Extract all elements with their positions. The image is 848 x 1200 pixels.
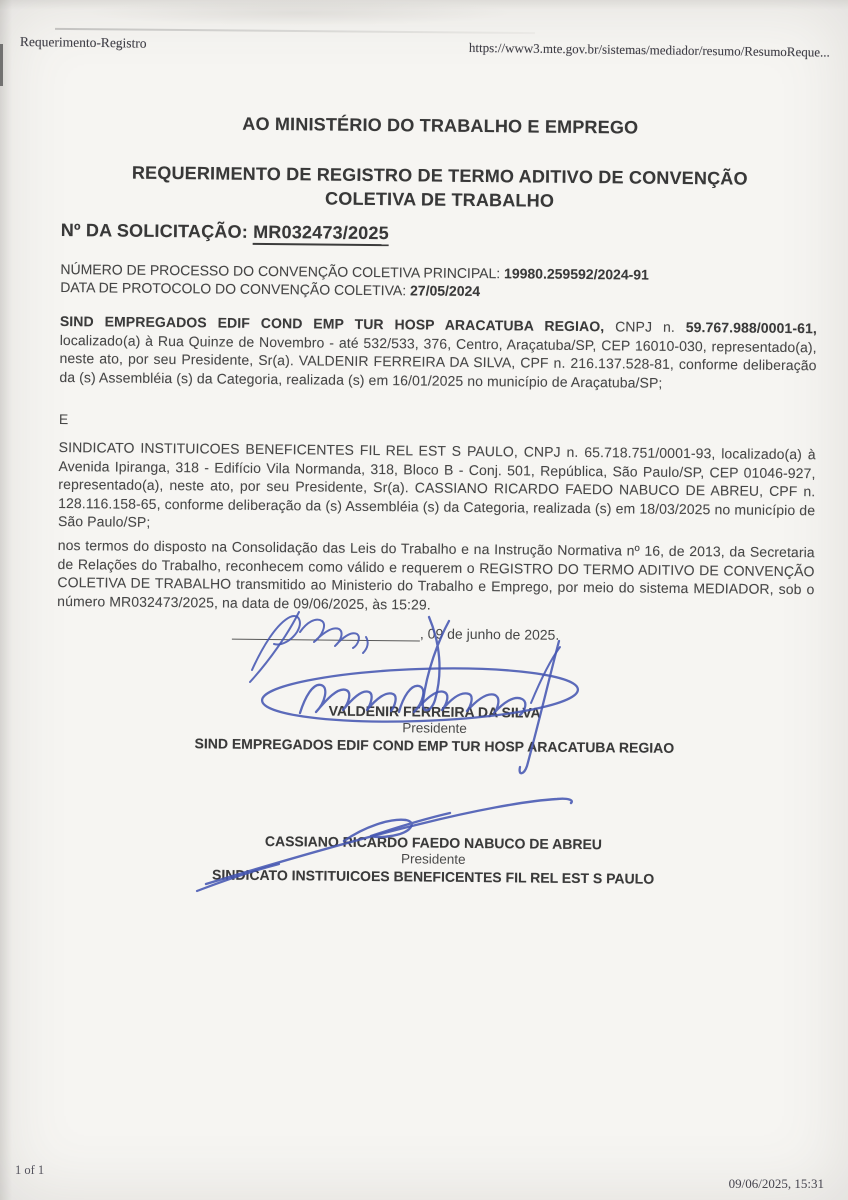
signature2-block — [55, 831, 812, 888]
page-edge-mark — [0, 44, 3, 86]
solicitation-line — [61, 220, 818, 248]
closing-paragraph: nos termos do disposto na Consolidação das Leis do Trabalho e na Instrução Normativa nº 16, de 2013, da Secretaria de Relações do Trabalho, reconhecem como válido e requerem o REGISTRO DO TERMO ADITIVO DE CONVENÇÃO COLETIVA DE TRABALHO transmitido ao Ministerio do Trabalho e Emprego, por meio do sistema MEDIADOR, sob o número MR032473/2025, na data de 09/06/2025, às 15:29. — [57, 536, 815, 613]
party2-paragraph: SINDICATO INSTITUICOES BENEFICENTES FIL REL EST S PAULO, CNPJ n. 65.718.751/0001-93, localizado(a) à Avenida Ipiranga, 318 - Edifício Vila Normanda, 318, Bloco B - Conj. 501, República, São Paulo/SP, CEP 01046-927, representado(a), neste ato, por seu Presidente, Sr(a). CASSIANO RICARDO FAEDO NABUCO DE ABREU, CPF n. 128.116.158-65, conforme deliberação da (s) Assembléia (s) da Categoria, realizada (s) em 18/03/2025 no município de São Paulo/SP; — [57, 438, 816, 531]
protocol-date-label: DATA DE PROTOCOLO DO CONVENÇÃO COLETIVA: — [60, 278, 411, 298]
city-date-line — [57, 622, 814, 643]
party1-details: localizado(a) à Rua Quinze de Novembro - até 532/533, 376, Centro, Araçatuba/SP, CEP 16010-030, representado(a), neste ato, por seu Presidente, Sr(a). VALDENIR FERREIRA DA SILVA, CPF n. 216.137.528-81, conforme deliberação da (s) Assembléia (s) da Categoria, realizada (s) em 16/01/2025 no município de Araçatuba/SP; — [59, 331, 817, 391]
signature1-role: Presidente — [402, 720, 467, 736]
document-title-line2: COLETIVA DE TRABALHO — [325, 188, 555, 211]
solicitation-label: Nº DA SOLICITAÇÃO: — [60, 219, 254, 242]
party1-paragraph — [59, 312, 817, 394]
party1-cnpj: 59.767.988/0001-61, — [685, 318, 817, 337]
print-header-url: https://www3.mte.gov.br/sistemas/mediador/resumo/ResumoReque... — [468, 39, 830, 60]
document-content — [52, 0, 820, 1107]
date-text: , 09 de junho de 2025. — [419, 625, 560, 643]
process-number-label: NÚMERO DE PROCESSO DO CONVENÇÃO COLETIVA PRINCIPAL: — [60, 260, 505, 282]
party1-cnpj-intro: CNPJ n. — [604, 318, 686, 335]
signature2-name: CASSIANO RICARDO FAEDO NABUCO DE ABREU — [264, 832, 603, 853]
footer-page-indicator: 1 of 1 — [15, 1163, 45, 1177]
scan-left-shadow — [0, 0, 12, 1200]
addressee-line: AO MINISTÉRIO DO TRABALHO E EMPREGO — [242, 113, 639, 138]
footer-timestamp: 09/06/2025, 15:31 — [728, 1176, 824, 1191]
party1-name: SIND EMPREGADOS EDIF COND EMP TUR HOSP ARACATUBA REGIAO, — [59, 312, 605, 335]
city-date-inner — [232, 624, 559, 643]
process-number-value: 19980.259592/2024-91 — [504, 265, 649, 283]
signature1-name: VALDENIR FERREIRA DA SILVA — [328, 702, 541, 721]
signature1-org: SIND EMPREGADOS EDIF COND EMP TUR HOSP ARACATUBA REGIAO — [194, 735, 675, 756]
solicitation-number: MR032473/2025 — [253, 222, 389, 246]
protocol-date-value: 27/05/2024 — [409, 281, 481, 299]
signature2-role: Presidente — [400, 851, 466, 867]
signature2-org: SINDICATO INSTITUICOES BENEFICENTES FIL REL EST S PAULO — [211, 866, 655, 887]
print-header-title: Requerimento-Registro — [19, 34, 147, 51]
conjunction-e: E — [58, 410, 69, 428]
process-meta-block — [60, 261, 817, 303]
document-title-line1: REQUERIMENTO DE REGISTRO DE TERMO ADITIVO DE CONVENÇÃO — [131, 162, 748, 189]
signature-blank-line — [232, 624, 420, 642]
signature1-block — [56, 700, 813, 757]
document-title — [61, 160, 818, 215]
